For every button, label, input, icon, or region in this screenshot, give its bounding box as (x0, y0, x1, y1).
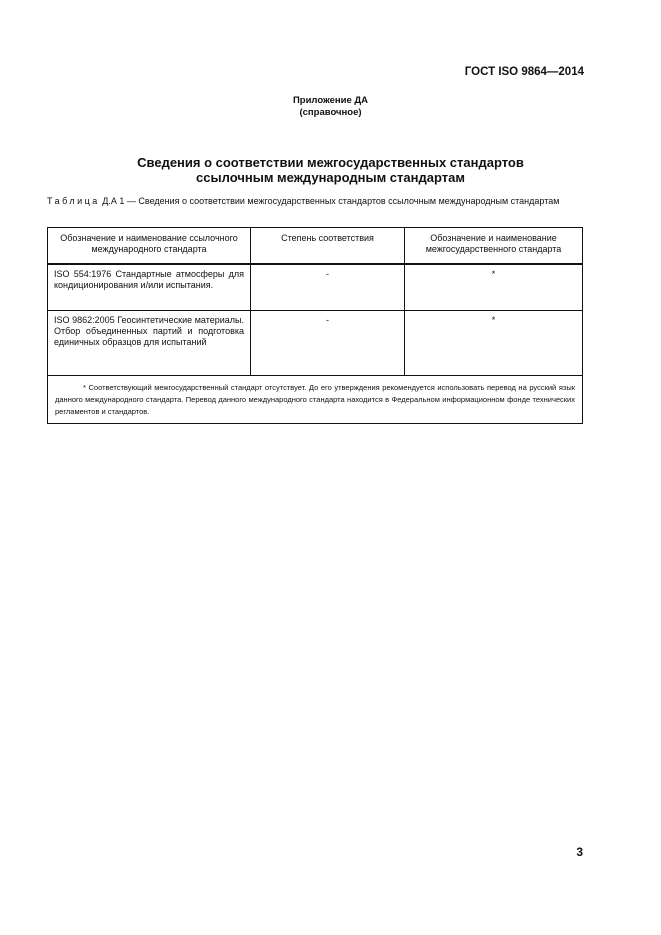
correspondence-table (47, 227, 583, 424)
appendix-block (0, 95, 661, 119)
cell-standard: ISO 9862:2005 Геосинтетические материалы. Отбор объединенных партий и подготовка единичных образцов для испытаний (48, 311, 251, 376)
table-row (48, 264, 583, 311)
column-header-international: Обозначение и наименование ссылочного международного стандарта (48, 228, 251, 265)
page-number: 3 (576, 845, 583, 859)
heading-line-1: Сведения о соответствии межгосударственных стандартов (137, 155, 524, 170)
table-caption-label: Таблица (47, 196, 100, 206)
table-footnote-cell (48, 376, 583, 424)
table-footnote: * Соответствующий межгосударственный стандарт отсутствует. До его утверждения рекомендуется использовать перевод на русский язык данного международного стандарта. Перевод данного международного стандарта находится в Федеральном информационном фонде технических регламентов и стандартов. (55, 383, 575, 416)
table-footnote-row (48, 376, 583, 424)
cell-standard: ISO 554:1976 Стандартные атмосферы для кондиционирования и/или испытания. (48, 264, 251, 311)
page-heading (60, 155, 601, 185)
cell-degree: - (251, 311, 405, 376)
column-header-interstate: Обозначение и наименование межгосударственного стандарта (405, 228, 583, 265)
table-row (48, 311, 583, 376)
cell-interstate: * (405, 264, 583, 311)
appendix-title: Приложение ДА (292, 95, 369, 106)
table-caption (47, 196, 583, 208)
table-caption-text: Д.А 1 — Сведения о соответствии межгосударственных стандартов ссылочным международным стандартам (99, 196, 560, 206)
appendix-subtitle: (справочное) (299, 107, 362, 118)
cell-degree: - (251, 264, 405, 311)
heading-line-2: ссылочным международным стандартам (196, 170, 465, 185)
table-header-row (48, 228, 583, 265)
column-header-degree: Степень соответствия (251, 228, 405, 265)
cell-interstate: * (405, 311, 583, 376)
standard-code: ГОСТ ISO 9864—2014 (464, 66, 584, 78)
